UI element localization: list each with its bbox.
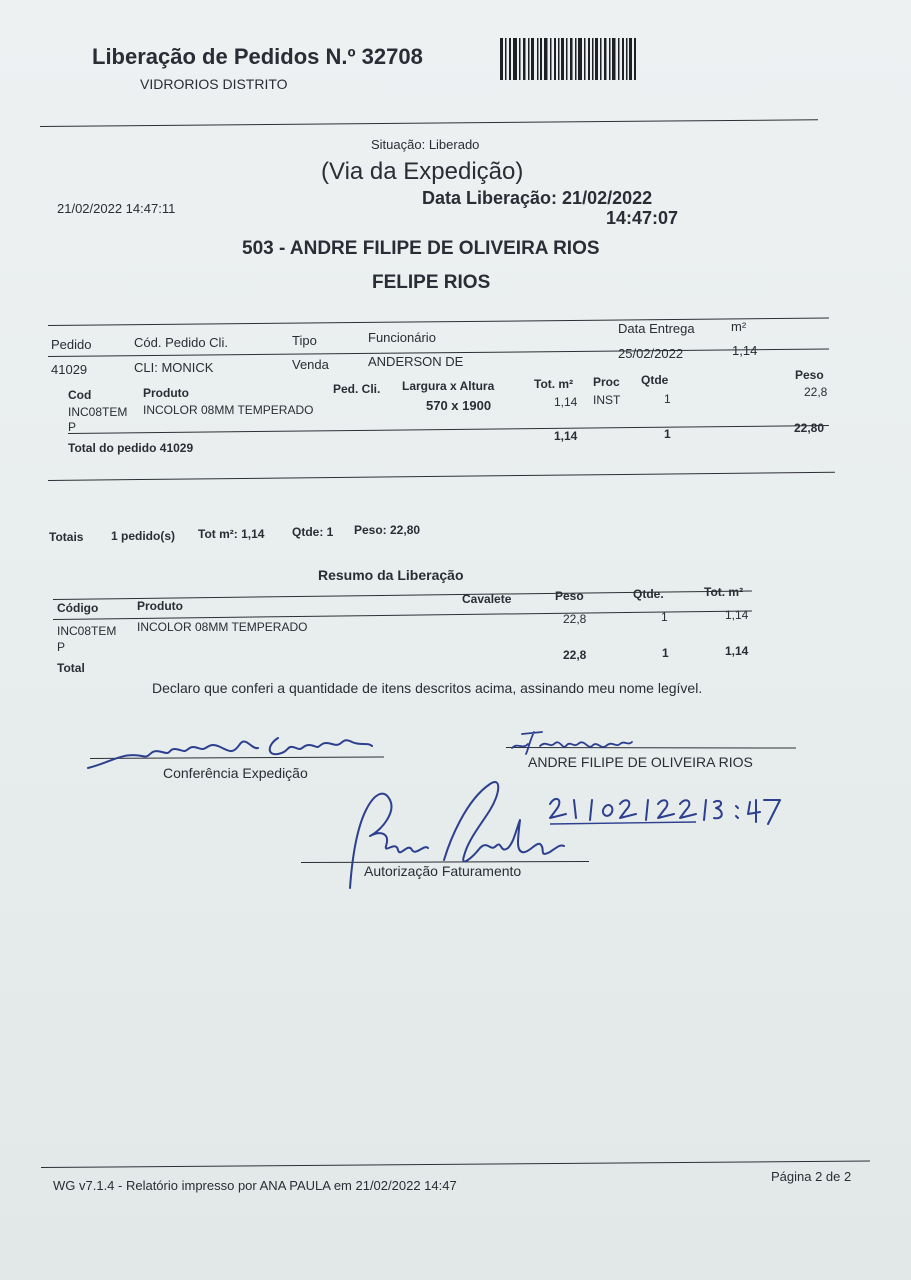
item-proc: INST <box>593 393 621 407</box>
order-total-qtde: 1 <box>664 427 671 441</box>
order-funcionario: ANDERSON DE <box>368 354 464 369</box>
order-tipo: Venda <box>292 357 329 372</box>
summary-codigo: INC08TEM <box>57 624 117 638</box>
summary-total-peso: 22,8 <box>563 648 587 662</box>
item-peso: 22,8 <box>804 385 828 399</box>
item-total-divider <box>68 425 829 434</box>
order-m2: 1,14 <box>732 343 758 358</box>
col-cod-pedido-cli-header: Cód. Pedido Cli. <box>134 335 228 350</box>
col-funcionario-header: Funcionário <box>368 330 436 345</box>
col-data-entrega-header: Data Entrega <box>618 321 695 336</box>
item-qtde-header: Qtde <box>641 373 669 387</box>
col-m2-header: m² <box>731 319 747 334</box>
footer-print-info: WG v7.1.4 - Relatório impresso por ANA PAULA em 21/02/2022 14:47 <box>53 1178 457 1193</box>
summary-produto-header: Produto <box>137 599 183 613</box>
item-largura-altura-header: Largura x Altura <box>402 379 495 393</box>
summary-qtde: 1 <box>661 610 668 624</box>
summary-peso: 22,8 <box>563 612 587 626</box>
item-qtde: 1 <box>664 392 671 406</box>
document-title: Liberação de Pedidos N.º 32708 <box>92 44 423 69</box>
item-proc-header: Proc <box>593 375 620 389</box>
summary-tot-m2-header: Tot. m² <box>704 585 744 599</box>
summary-total-qtde: 1 <box>662 646 669 660</box>
summary-cavalete-header: Cavalete <box>462 592 512 606</box>
summary-qtde-header: Qtde. <box>633 587 664 601</box>
summary-total-tot-m2: 1,14 <box>725 644 749 658</box>
order-pedido: 41029 <box>51 362 88 377</box>
item-tot-m2-header: Tot. m² <box>534 377 574 391</box>
item-cod: INC08TEM <box>68 405 128 419</box>
client-signature-name: ANDRE FILIPE DE OLIVEIRA RIOS <box>528 754 753 770</box>
item-produto: INCOLOR 08MM TEMPERADO <box>143 403 314 417</box>
client-name: 503 - ANDRE FILIPE DE OLIVEIRA RIOS <box>242 238 600 259</box>
item-cod-header: Cod <box>68 388 92 402</box>
item-largura-altura: 570 x 1900 <box>426 398 492 413</box>
summary-codigo-continued: P <box>57 640 66 654</box>
summary-title: Resumo da Liberação <box>318 567 464 583</box>
totals-tot-m2: Tot m²: 1,14 <box>198 527 265 541</box>
order-top-divider <box>48 318 829 326</box>
autorizacao-label: Autorização Faturamento <box>364 863 522 879</box>
totals-pedidos: 1 pedido(s) <box>111 529 176 543</box>
totals-peso: Peso: 22,80 <box>354 523 421 537</box>
item-cod-continued: P <box>68 420 77 434</box>
order-bottom-divider <box>48 472 835 481</box>
col-tipo-header: Tipo <box>292 333 317 348</box>
print-datetime: 21/02/2022 14:47:11 <box>57 201 176 216</box>
declaration-text: Declaro que conferi a quantidade de itens descritos acima, assinando meu nome legível. <box>152 680 703 696</box>
order-total-peso: 22,80 <box>794 421 825 435</box>
copy-type-label: (Via da Expedição) <box>321 158 524 185</box>
header-divider <box>40 119 818 127</box>
item-ped-cli-header: Ped. Cli. <box>333 382 381 396</box>
summary-produto: INCOLOR 08MM TEMPERADO <box>137 620 308 634</box>
order-total-label: Total do pedido 41029 <box>68 441 194 455</box>
item-tot-m2: 1,14 <box>554 395 578 409</box>
col-pedido-header: Pedido <box>51 337 92 352</box>
item-produto-header: Produto <box>143 386 189 400</box>
company-name: VIDRORIOS DISTRITO <box>140 76 288 92</box>
summary-peso-header: Peso <box>555 589 584 603</box>
footer-divider <box>41 1160 870 1168</box>
client-nickname: FELIPE RIOS <box>372 272 491 293</box>
order-data-entrega: 25/02/2022 <box>618 346 684 361</box>
summary-total-label: Total <box>57 661 85 675</box>
order-cod-pedido-cli: CLI: MONICK <box>134 360 214 375</box>
barcode-image <box>500 38 636 80</box>
page-number: Página 2 de 2 <box>771 1169 852 1184</box>
conferencia-label: Conferência Expedição <box>163 765 308 781</box>
handwritten-date <box>546 790 786 830</box>
release-date: Data Liberação: 21/02/2022 <box>422 188 653 208</box>
totals-qtde: Qtde: 1 <box>292 525 334 539</box>
summary-tot-m2: 1,14 <box>725 608 749 622</box>
order-total-m2: 1,14 <box>554 429 578 443</box>
release-time: 14:47:07 <box>606 208 679 228</box>
summary-codigo-header: Código <box>57 601 99 615</box>
totals-label: Totais <box>49 530 84 544</box>
status-label: Situação: Liberado <box>371 137 480 152</box>
item-peso-header: Peso <box>795 368 824 382</box>
